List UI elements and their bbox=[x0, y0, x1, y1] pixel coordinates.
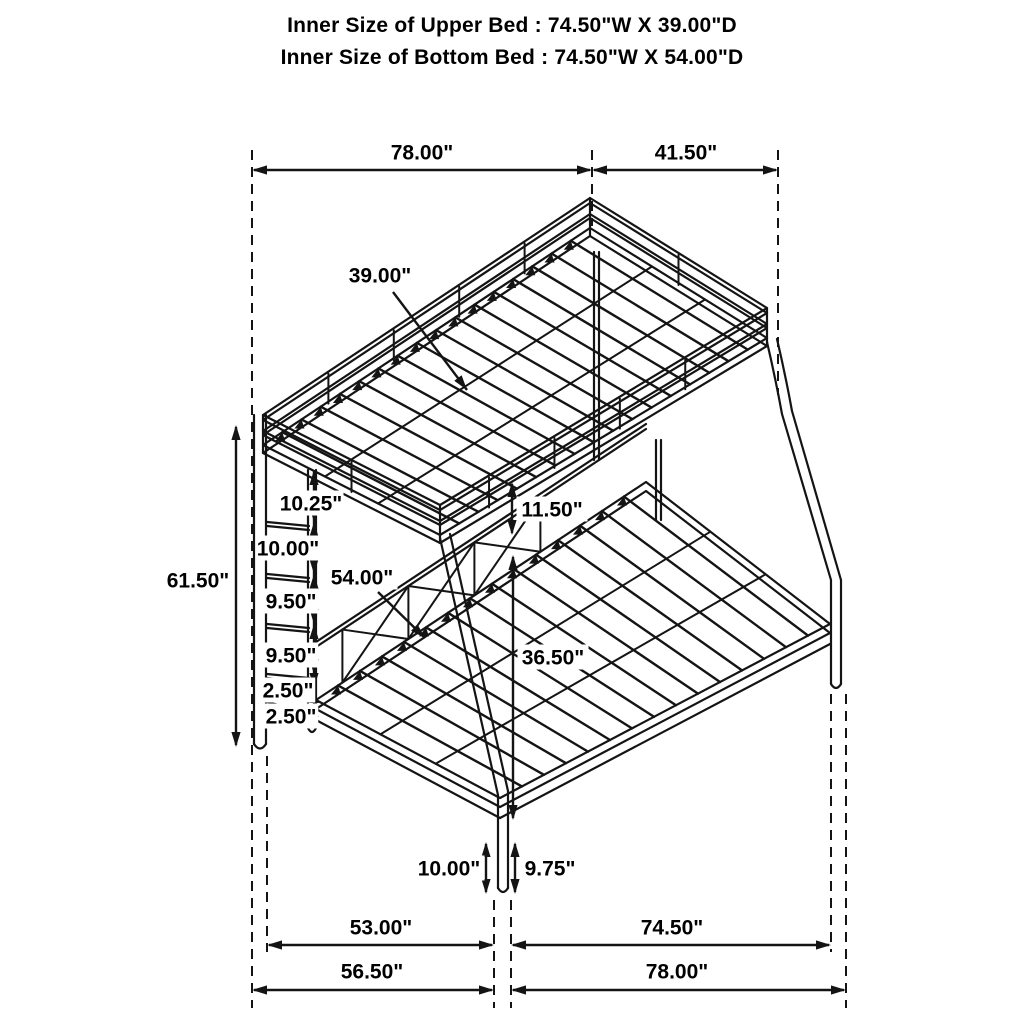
dim-label-floor_span_right_inner bbox=[637, 915, 708, 940]
svg-text:41.50": 41.50" bbox=[654, 141, 718, 165]
svg-text:11.50": 11.50" bbox=[521, 498, 583, 522]
dim-floor_span_right_outer bbox=[511, 959, 846, 995]
dim-side_leg_height bbox=[510, 842, 580, 894]
svg-text:78.00": 78.00" bbox=[390, 141, 454, 165]
dim-label-bottom_bed_depth bbox=[327, 565, 398, 590]
svg-text:9.75": 9.75" bbox=[524, 857, 576, 881]
dim-label-bunk_gap bbox=[517, 497, 588, 522]
dim-label-front_leg_height bbox=[414, 856, 485, 881]
dim-floor_span_left_inner bbox=[267, 915, 494, 950]
bottom-bed-inner-size-text: Inner Size of Bottom Bed : 74.50"W X 54.00"D bbox=[280, 46, 744, 69]
dim-floor_span_left_outer bbox=[252, 959, 494, 995]
svg-text:2.50": 2.50" bbox=[262, 679, 314, 703]
svg-text:61.50": 61.50" bbox=[166, 569, 230, 593]
svg-text:10.00": 10.00" bbox=[256, 537, 320, 561]
svg-text:10.00": 10.00" bbox=[417, 857, 481, 881]
svg-text:9.50": 9.50" bbox=[265, 644, 317, 668]
svg-text:2.50": 2.50" bbox=[265, 705, 317, 729]
dim-label-ladder_spacing_2 bbox=[264, 589, 319, 614]
dim-label-ladder_spacing_3 bbox=[264, 643, 319, 668]
svg-text:39.00": 39.00" bbox=[348, 264, 412, 288]
dim-label-floor_span_left_outer bbox=[337, 959, 408, 984]
svg-text:78.00": 78.00" bbox=[645, 960, 709, 984]
upper-bed-inner-size-text: Inner Size of Upper Bed : 74.50"W X 39.00"D bbox=[287, 14, 737, 37]
dim-upper_right_span bbox=[592, 140, 778, 175]
svg-text:53.00": 53.00" bbox=[349, 916, 413, 940]
svg-text:74.50": 74.50" bbox=[640, 916, 704, 940]
dim-floor_span_right_inner bbox=[511, 915, 831, 950]
dim-label-ladder_spacing_1 bbox=[256, 536, 321, 561]
lower-rear-guard bbox=[316, 424, 646, 683]
dim-label-overall_height bbox=[163, 568, 234, 593]
rear-support-posts bbox=[594, 252, 661, 520]
dim-label-floor_span_right_outer bbox=[642, 959, 713, 984]
dim-front_leg_height bbox=[414, 842, 491, 894]
dim-label-floor_span_left_inner bbox=[346, 915, 417, 940]
svg-text:10.25": 10.25" bbox=[279, 492, 343, 516]
svg-text:54.00": 54.00" bbox=[330, 566, 394, 590]
dim-label-frame_spacing_1 bbox=[261, 678, 316, 703]
dim-overall_height bbox=[163, 425, 241, 747]
svg-text:36.50": 36.50" bbox=[521, 646, 585, 670]
dim-label-ladder_spacing_top bbox=[279, 491, 344, 516]
legs bbox=[254, 339, 841, 892]
dim-label-side_leg_height bbox=[520, 856, 581, 881]
svg-text:56.50": 56.50" bbox=[340, 960, 404, 984]
dim-label-upper_width bbox=[387, 140, 458, 165]
dim-label-lower_bed_height bbox=[518, 645, 589, 670]
dim-label-upper_bed_depth bbox=[345, 263, 416, 288]
dim-upper_width bbox=[252, 140, 592, 175]
dim-label-frame_spacing_2 bbox=[264, 704, 319, 729]
svg-text:9.50": 9.50" bbox=[265, 590, 317, 614]
dim-label-upper_right_span bbox=[651, 140, 722, 165]
